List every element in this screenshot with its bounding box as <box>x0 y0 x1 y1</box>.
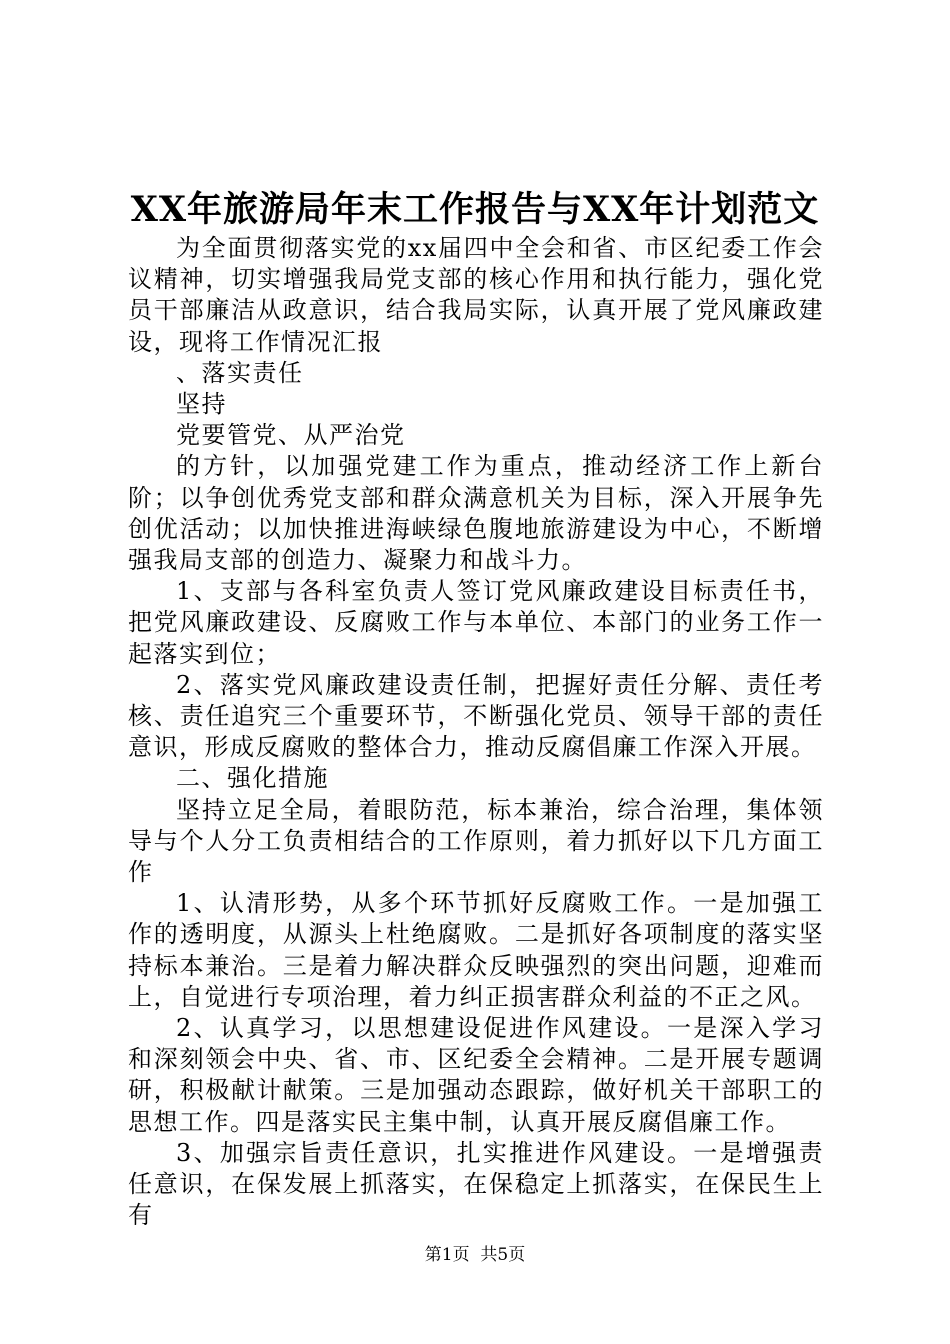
document-title: XX年旅游局年末工作报告与XX年计划范文 <box>130 189 820 230</box>
paragraph: 的方针，以加强党建工作为重点，推动经济工作上新台阶；以争创优秀党支部和群众满意机关为目标，深入开展争先创优活动；以加快推进海峡绿色腹地旅游建设为中心，不断增强我局支部的创造力、凝聚力和战斗力。 <box>128 452 824 575</box>
paragraph: 1、支部与各科室负责人签订党风廉政建设目标责任书，把党风廉政建设、反腐败工作与本单位、本部门的业务工作一起落实到位； <box>128 577 824 668</box>
paragraph: 2、落实党风廉政建设责任制，把握好责任分解、责任考核、责任追究三个重要环节，不断强化党员、领导干部的责任意识，形成反腐败的整体合力，推动反腐倡廉工作深入开展。 <box>128 670 824 762</box>
paragraph: 坚持立足全局，着眼防范，标本兼治，综合治理，集体领导与个人分工负责相结合的工作原则，着力抓好以下几方面工作 <box>128 795 824 887</box>
paragraph: 、落实责任 <box>176 358 304 387</box>
paragraph: 1、认清形势，从多个环节抓好反腐败工作。一是加强工作的透明度，从源头上杜绝腐败。二是抓好各项制度的落实坚持标本兼治。三是着力解决群众反映强烈的突出问题，迎难而上，自觉进行专项治理，着力纠正损害群众利益的不正之风。 <box>128 889 824 1011</box>
paragraph: 坚持 <box>176 390 227 419</box>
paragraph: 党要管党、从严治党 <box>176 421 406 450</box>
section-heading: 二、强化措施 <box>176 764 329 793</box>
page-number-footer: 第1页 共5页 <box>424 1245 526 1265</box>
paragraph: 3、加强宗旨责任意识，扎实推进作风建设。一是增强责任意识，在保发展上抓落实，在保稳定上抓落实，在保民生上有 <box>128 1138 824 1230</box>
paragraph: 2、认真学习，以思想建设促进作风建设。一是深入学习和深刻领会中央、省、市、区纪委全会精神。二是开展专题调研，积极献计献策。三是加强动态跟踪，做好机关干部职工的思想工作。四是落实民主集中制，认真开展反腐倡廉工作。 <box>128 1014 824 1136</box>
document-body <box>128 233 824 1232</box>
paragraph: 为全面贯彻落实党的xx届四中全会和省、市区纪委工作会议精神，切实增强我局党支部的核心作用和执行能力，强化党员干部廉洁从政意识，结合我局实际，认真开展了党风廉政建设，现将工作情况汇报 <box>128 234 824 356</box>
